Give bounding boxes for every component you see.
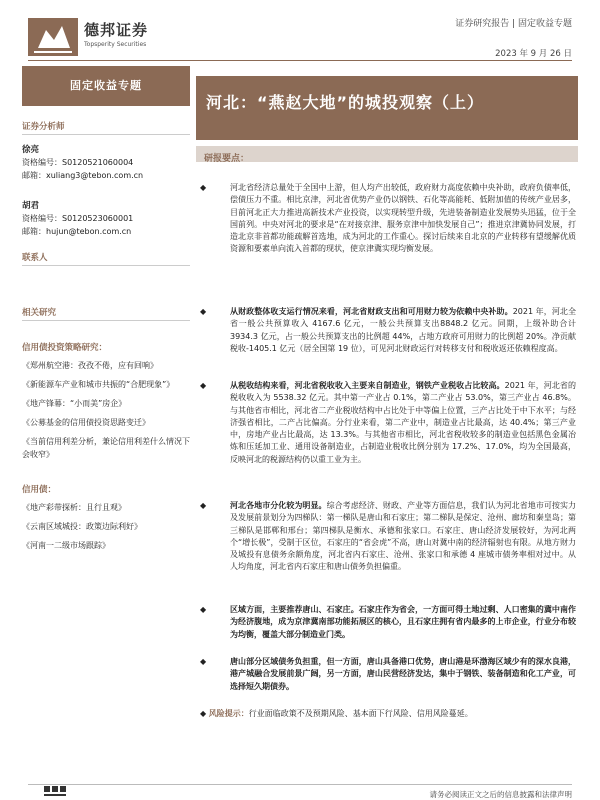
bullet-paragraph: [200, 656, 576, 693]
bullet-icon: ◆: [200, 307, 207, 316]
logo-en: Topsperity Securities: [84, 41, 147, 48]
related-heading: 相关研究: [22, 308, 57, 318]
bullet-bold: 河北各地市分化较为明显。: [230, 501, 327, 510]
related-report-link[interactable]: 《河南一二级市场跟踪》: [22, 541, 110, 550]
bullet-paragraph: [200, 306, 576, 355]
report-date: 2023 年 9 月 26 日: [495, 49, 572, 59]
company-logo-text: [84, 19, 148, 48]
bullet-icon: ◆: [200, 709, 209, 718]
bullet-text: 2021 年，河北全省一般公共预算收入 4167.6 亿元，一般公共预算支出8848.2 亿元。同期，上级补助合计 3934.3 亿元，占一般公共预算支出的比例超 44%，占地方政府可用财力的比例超 20%。净贡献税收-1405.1 亿元（居全国第 19 位），可见河北财政运行对转移支付和税收返还依赖程度高。: [230, 307, 576, 353]
analyst-name: 徐亮: [22, 145, 40, 155]
related-report-link[interactable]: 《新能源车产业和城市共振的“合肥现象”》: [22, 380, 175, 389]
bullet-text: 2021 年，河北省的税收收入为 5538.32 亿元。其中第一产业占 0.1%，第二产业占 53.0%，第三产业占 46.8%。与其他省市相比，河北省二产业税收结构中占比处于中等偏上位置，三产占比处于中下水平；与经济强省相比，二产占比偏高。分行业来看，第二产业中，制造业占比最高，达 40.4%；第三产业中，房地产业占比最高，达 13.3%。与其他省市相比，河北省税收较多的制造业包括黑色金属冶炼和压延加工业、通用设备制造业，占制造业税收比例分别为 17.2%、17.0%，均为全国最高，反映河北的税源结构仍以重工业为主。: [230, 381, 577, 464]
analyst-cert: 资格编号：S0120523060001: [22, 214, 134, 223]
analyst-block: [22, 143, 190, 181]
related-report-link[interactable]: 《公募基金的信用债投资思路变迁》: [22, 418, 150, 427]
analyst-heading: 证券分析师: [22, 122, 65, 132]
summary-header: [196, 146, 578, 162]
risk-label: 风险提示：: [208, 709, 249, 718]
bullet-bold: 从税收结构来看，河北省税收收入主要来自制造业，钢铁产业税收占比较高。: [230, 381, 505, 390]
bullet-icon: ◆: [200, 605, 207, 614]
summary-label: 研报要点：: [204, 154, 250, 164]
divider: [22, 320, 190, 321]
risk-text: 行业面临政策不及预期风险、基本面下行风险、信用风险蔓延。: [248, 709, 473, 718]
analyst-email[interactable]: 邮箱：hujun@tebon.com.cn: [22, 227, 132, 236]
bullet-icon: ◆: [200, 501, 207, 510]
sidebar: [22, 66, 190, 552]
qr-code-icon: [44, 786, 66, 800]
bullet-bold: 从财政整体收支运行情况来看，河北省财政支出和可用财力较为依赖中央补助。: [230, 307, 513, 316]
risk-warning: [200, 708, 576, 719]
bullet-icon: ◆: [200, 381, 207, 390]
contact-heading: 联系人: [22, 253, 48, 263]
bullet-paragraph: [200, 500, 576, 574]
company-logo-icon: [28, 18, 78, 56]
analyst-block: [22, 199, 190, 237]
bullet-text: 河北省经济总量处于全国中上游，但人均产出较低，政府财力高度依赖中央补助，政府负债率低，偿债压力不重。相比京津，河北省优势产业仍以钢铁、石化等高能耗、低附加值的传统产业居多，目前河北正大力推进高新技术产业投资，以实现转型升级，先进装备制造业发展势头迅猛，位于全国前列。中央对河北的要求是“在对接京津、服务京津中加快发展自己”；推进京津冀协同发展，打造北京非首都功能疏解首选地，成为河北的工作重心。探讨后续来自北京的产业转移有望缓解优质资源和要素单向流入首都的现状，使京津冀实现均衡发展。: [230, 183, 576, 254]
bullet-paragraph: [200, 380, 576, 466]
title-banner: [196, 76, 578, 140]
report-type: 证券研究报告 | 固定收益专题: [455, 19, 572, 29]
bullet-icon: ◆: [200, 183, 207, 192]
category-badge: 固定收益专题: [22, 66, 190, 106]
bullet-paragraph: [200, 604, 576, 641]
analyst-name: 胡君: [22, 201, 40, 211]
divider: [22, 134, 190, 135]
footer-disclaimer: 请务必阅读正文之后的信息披露和法律声明: [429, 790, 572, 799]
related-report-link[interactable]: 《地产彩带探析：且行且观》: [22, 503, 126, 512]
bullet-bold: 唐山部分区域债务负担重，但一方面，唐山具备港口优势，唐山港是环渤海区域少有的深水良港，港产城融合发展前景广阔，另一方面，唐山民营经济发达，集中于钢铁、装备制造和化工产业，可选择短久期债券。: [230, 657, 576, 691]
bullet-text: 综合考虑经济、财政、产业等方面信息，我们认为河北省地市可按实力及发展前景划分为四梯队：第一梯队是唐山和石家庄；第二梯队是保定、沧州、廊坊和秦皇岛；第三梯队是邯郸和邢台；第四梯队是衡水、承德和张家口。石家庄、唐山经济发展较好，为河北两个“增长极”，受制于区位，石家庄的“省会虎”不高，唐山对冀中南的经济辐射也有限。从地方财力及城投有息债务余额角度，河北省内石家庄、沧州、张家口和承德 4 座城市债务率相对过中。从人均角度，河北省内石家庄和唐山债务负担偏重。: [230, 501, 577, 572]
related-report-link[interactable]: 《当前信用利差分析，兼论信用利差什么情况下会收窄》: [22, 437, 190, 459]
footer-divider: [28, 784, 572, 785]
series2-heading: 信用债：: [22, 485, 57, 495]
related-report-link[interactable]: 《地产锋幕：“小而美”房企》: [22, 399, 127, 408]
header-divider: [28, 60, 572, 61]
related-report-link[interactable]: 《郑州航空港：孜孜不倦，应有回响》: [22, 361, 158, 370]
bullet-bold: 区域方面，主要推荐唐山、石家庄。石家庄作为省会，一方面可得土地过剩、人口密集的冀中南作为经济腹地，成为京津冀南部功能拓展区的核心，且石家庄拥有省内最多的上市企业，行业分布较为均衡，覆盖大部分制造业门类。: [230, 605, 576, 639]
logo-cn: 德邦证券: [84, 21, 149, 39]
bullet-paragraph: [200, 182, 576, 256]
page-title: 河北：“燕赵大地”的城投观察（上）: [206, 93, 485, 112]
related-report-link[interactable]: 《云南区域城投：政策边际利好》: [22, 522, 142, 531]
analyst-cert: 资格编号：S0120521060004: [22, 158, 134, 167]
series1-heading: 信用债投资策略研究：: [22, 343, 108, 353]
analyst-email[interactable]: 邮箱：xuliang3@tebon.com.cn: [22, 171, 144, 180]
bullet-icon: ◆: [200, 657, 207, 666]
divider: [22, 265, 190, 266]
